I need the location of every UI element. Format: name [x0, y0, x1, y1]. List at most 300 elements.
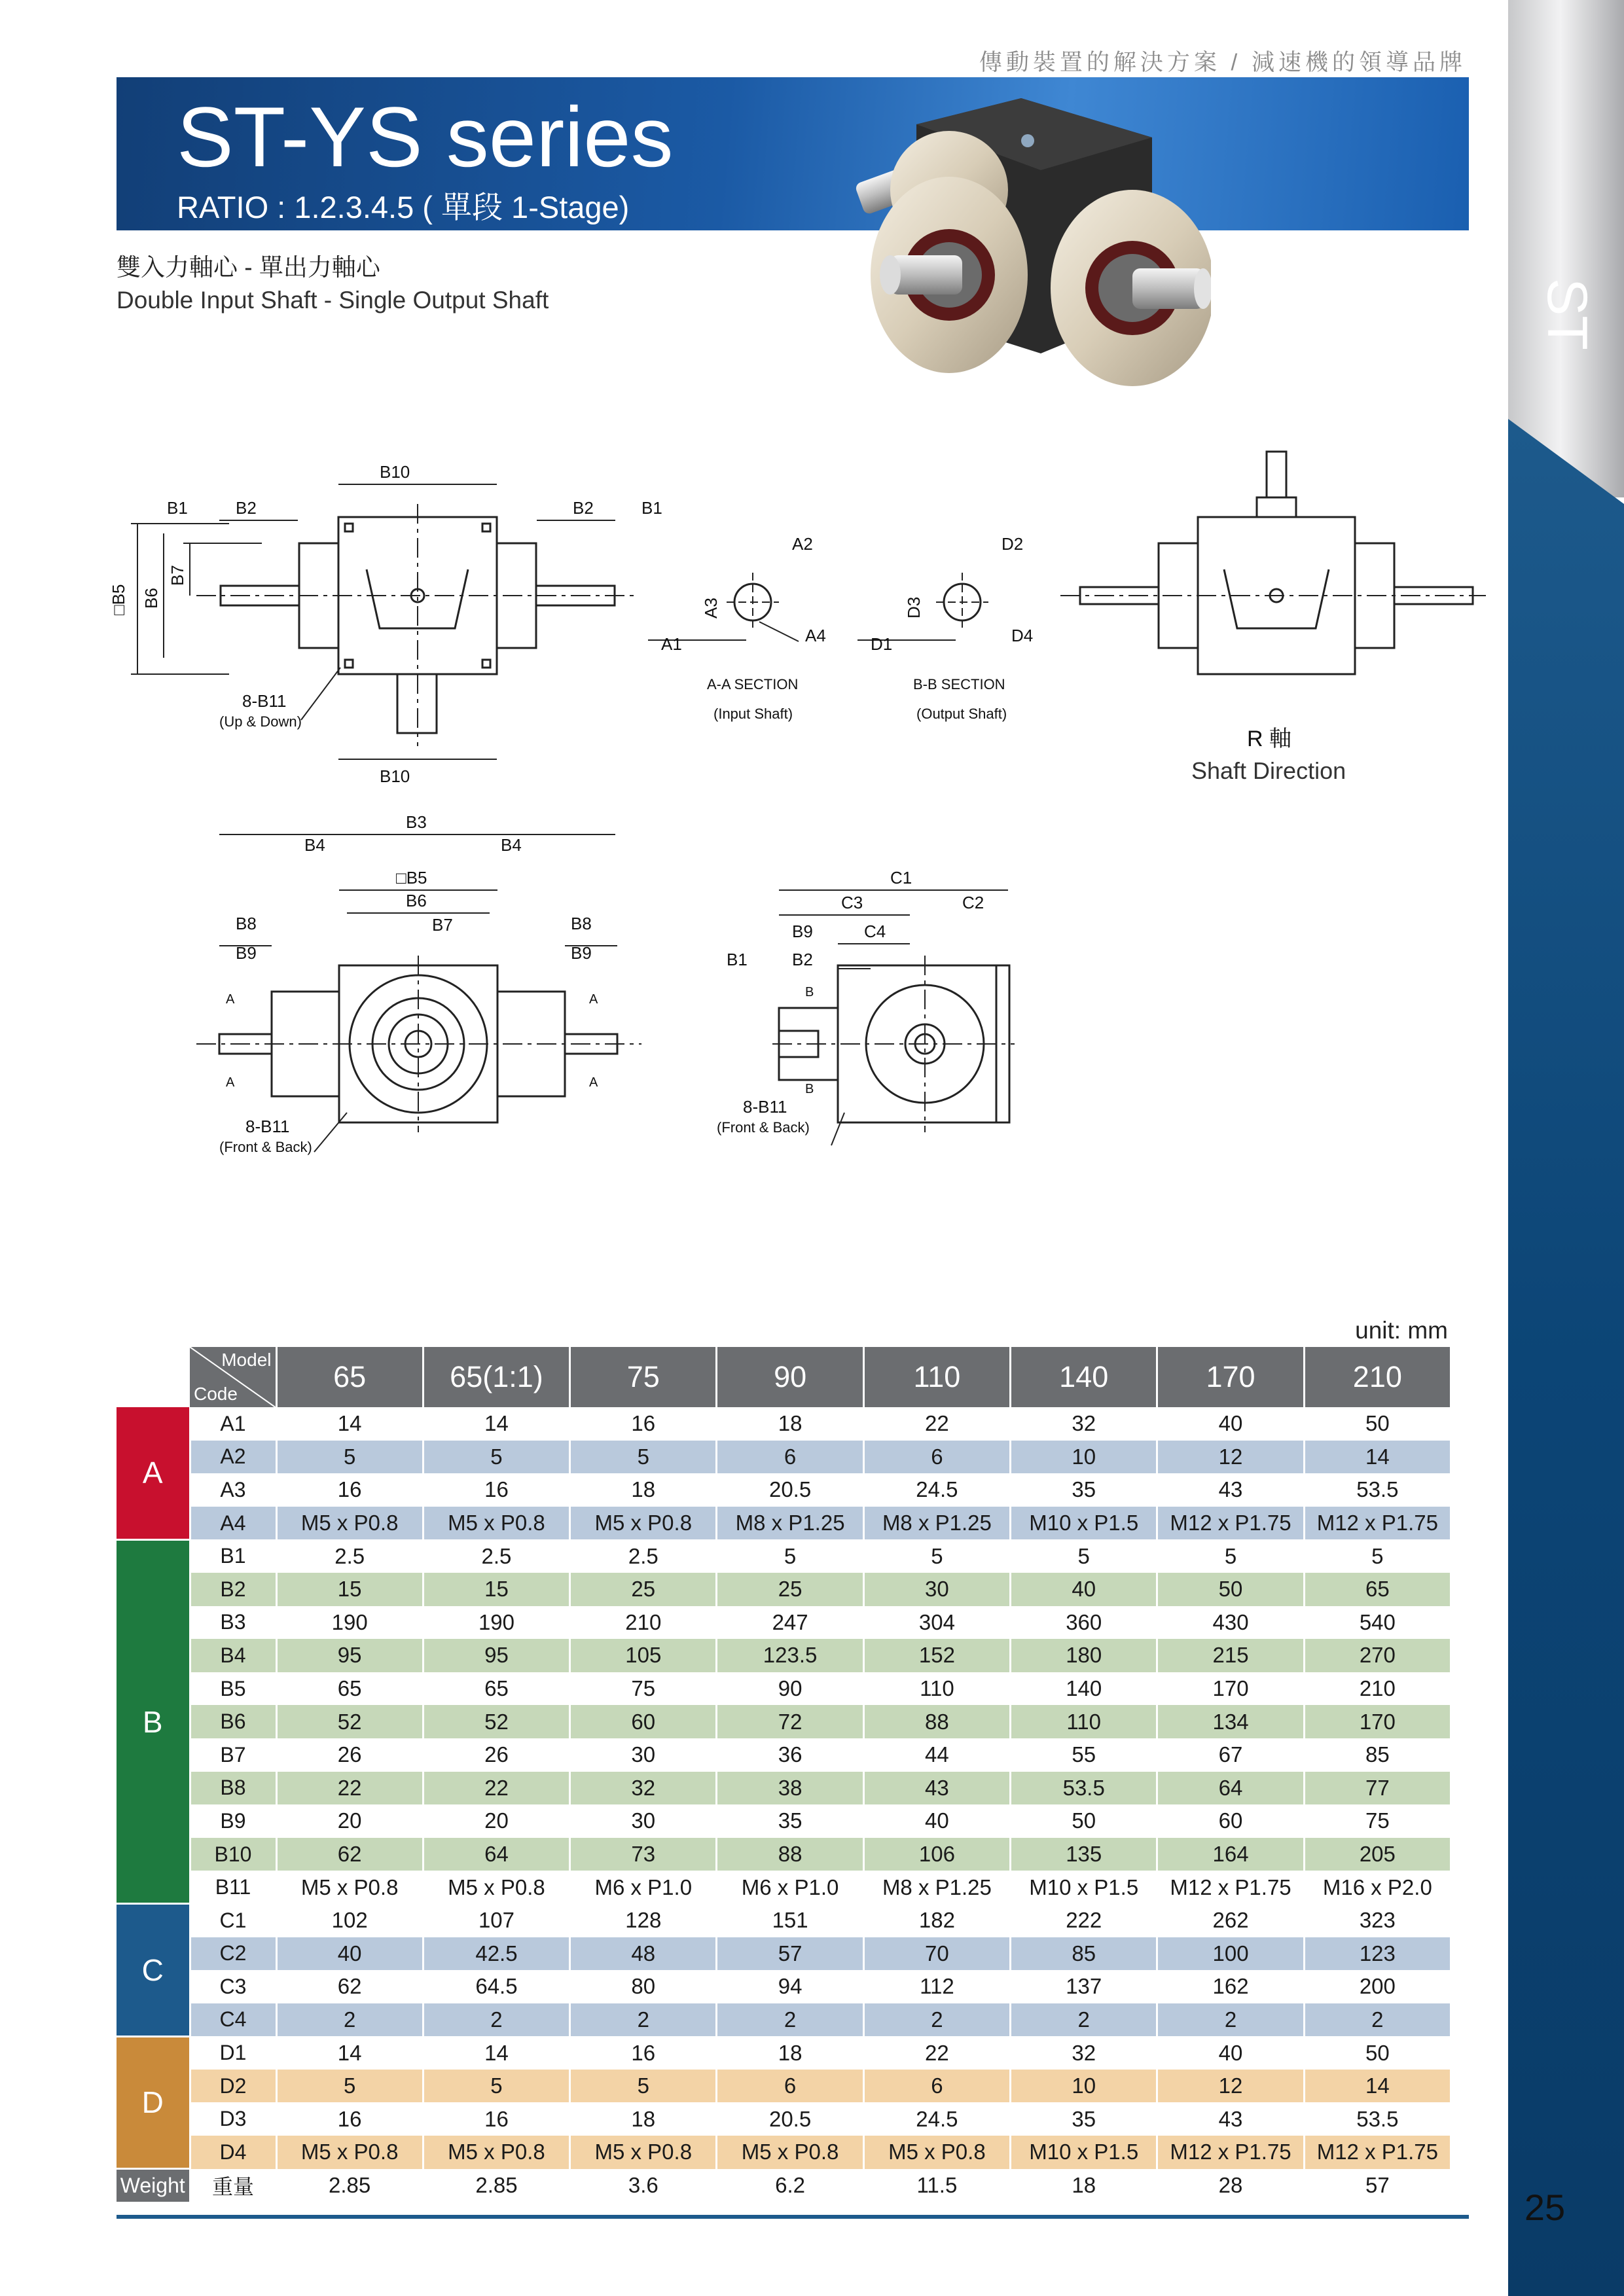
table-cell: 5 [276, 2070, 423, 2103]
dim-a1: A1 [661, 634, 682, 654]
subtitle-en: Double Input Shaft - Single Output Shaft [117, 287, 549, 314]
title-banner [117, 77, 1469, 230]
model-header: 110 [863, 1347, 1010, 1407]
table-cell: 182 [863, 1904, 1010, 1937]
code-cell: A2 [190, 1441, 276, 1474]
table-row [117, 1937, 1451, 1971]
table-cell: 80 [570, 1970, 717, 2003]
table-cell: 128 [570, 1904, 717, 1937]
table-cell: 22 [863, 1407, 1010, 1441]
code-cell: C2 [190, 1937, 276, 1971]
table-cell: 35 [1011, 1473, 1157, 1507]
table-cell: 2.5 [570, 1539, 717, 1573]
table-cell: 14 [423, 1407, 569, 1441]
section-mark-a-4: A [589, 1075, 598, 1090]
table-cell: 75 [570, 1672, 717, 1706]
dim-b1-side: B1 [727, 950, 748, 969]
table-cell: 2 [1304, 2003, 1451, 2037]
weight-cell: 28 [1157, 2169, 1304, 2202]
table-cell: 134 [1157, 1705, 1304, 1738]
table-cell: 5 [423, 2070, 569, 2103]
table-cell: 205 [1304, 1838, 1451, 1871]
table-row [117, 1606, 1451, 1640]
table-cell: 60 [570, 1705, 717, 1738]
table-cell: 40 [1011, 1573, 1157, 1606]
table-row [117, 1871, 1451, 1904]
table-cell: 65 [423, 1672, 569, 1706]
table-cell: 53.5 [1011, 1772, 1157, 1805]
dim-b6: B6 [141, 588, 161, 609]
code-cell: A1 [190, 1407, 276, 1441]
table-cell: 215 [1157, 1639, 1304, 1672]
table-row [117, 2036, 1451, 2070]
table-cell: 50 [1304, 2036, 1451, 2070]
model-header: 210 [1304, 1347, 1451, 1407]
table-cell: M8 x P1.25 [863, 1507, 1010, 1540]
table-cell: 5 [1011, 1539, 1157, 1573]
tagline: 傳動裝置的解決方案 / 減速機的領導品牌 [979, 50, 1466, 75]
table-cell: 16 [570, 1407, 717, 1441]
table-cell: 65 [276, 1672, 423, 1706]
table-cell: 67 [1157, 1738, 1304, 1772]
table-cell: 32 [1011, 2036, 1157, 2070]
gearbox-product-image [844, 79, 1211, 419]
table-cell: 64 [423, 1838, 569, 1871]
group-label: D [117, 2036, 190, 2168]
table-cell: 55 [1011, 1738, 1157, 1772]
table-row [117, 1441, 1451, 1474]
weight-cell: 2.85 [276, 2169, 423, 2202]
table-cell: 5 [423, 1441, 569, 1474]
weight-cell: 3.6 [570, 2169, 717, 2202]
table-cell: 20 [276, 1804, 423, 1838]
section-mark-a-2: A [226, 1075, 235, 1090]
table-cell: 5 [1304, 1539, 1451, 1573]
table-cell: M5 x P0.8 [423, 2136, 569, 2169]
dim-b10-bottom: B10 [380, 766, 410, 786]
table-cell: 14 [423, 2036, 569, 2070]
table-cell: 14 [276, 1407, 423, 1441]
table-cell: 30 [863, 1573, 1010, 1606]
table-cell: 2 [863, 2003, 1010, 2037]
dim-b9-right: B9 [571, 943, 592, 963]
table-cell: 162 [1157, 1970, 1304, 2003]
table-cell: 18 [570, 2102, 717, 2136]
section-mark-b-2: B [805, 1082, 814, 1096]
table-cell: 18 [717, 2036, 863, 2070]
table-cell: 100 [1157, 1937, 1304, 1971]
table-cell: 38 [717, 1772, 863, 1805]
table-row [117, 1539, 1451, 1573]
table-cell: 112 [863, 1970, 1010, 2003]
table-cell: 26 [423, 1738, 569, 1772]
table-cell: 62 [276, 1970, 423, 2003]
code-cell: D1 [190, 2036, 276, 2070]
table-cell: M16 x P2.0 [1304, 1871, 1451, 1904]
table-cell: 135 [1011, 1838, 1157, 1871]
table-cell: 2 [276, 2003, 423, 2037]
table-cell: M12 x P1.75 [1157, 1871, 1304, 1904]
code-cell: B8 [190, 1772, 276, 1805]
table-cell: M5 x P0.8 [276, 2136, 423, 2169]
dim-b9-side: B9 [792, 922, 813, 941]
shaft-direction-drawing [1060, 452, 1486, 674]
table-cell: 106 [863, 1838, 1010, 1871]
table-cell: M12 x P1.75 [1304, 1507, 1451, 1540]
table-cell: 22 [423, 1772, 569, 1805]
table-cell: 222 [1011, 1904, 1157, 1937]
code-cell: B11 [190, 1871, 276, 1904]
table-cell: 360 [1011, 1606, 1157, 1640]
table-cell: 137 [1011, 1970, 1157, 2003]
section-mark-a-1: A [226, 992, 235, 1007]
dim-b6-front: B6 [406, 891, 427, 910]
table-cell: M5 x P0.8 [570, 2136, 717, 2169]
code-cell: C4 [190, 2003, 276, 2037]
table-cell: 64.5 [423, 1970, 569, 2003]
table-cell: 6 [863, 1441, 1010, 1474]
weight-cell: 6.2 [717, 2169, 863, 2202]
table-row [117, 1838, 1451, 1871]
page-number: 25 [1524, 2187, 1566, 2228]
table-cell: M5 x P0.8 [276, 1871, 423, 1904]
section-a-labels [661, 534, 826, 722]
table-cell: 10 [1011, 2070, 1157, 2103]
table-cell: 40 [276, 1937, 423, 1971]
table-cell: M5 x P0.8 [276, 1507, 423, 1540]
table-cell: 180 [1011, 1639, 1157, 1672]
table-cell: M12 x P1.75 [1304, 2136, 1451, 2169]
table-cell: 88 [717, 1838, 863, 1871]
dim-b2-left: B2 [236, 498, 257, 518]
table-cell: 60 [1157, 1804, 1304, 1838]
table-cell: 35 [717, 1804, 863, 1838]
page-title: ST-YS series [177, 89, 674, 185]
shaft-direction-cn: R 軸 [1247, 726, 1291, 751]
subtitle-cn: 雙入力軸心 - 單出力軸心 [117, 254, 380, 281]
code-cell: D4 [190, 2136, 276, 2169]
table-cell: 95 [423, 1639, 569, 1672]
table-cell: 20 [423, 1804, 569, 1838]
table-cell: 75 [1304, 1804, 1451, 1838]
table-cell: 170 [1157, 1672, 1304, 1706]
shaft-direction-en: Shaft Direction [1191, 757, 1346, 784]
table-cell: 18 [717, 1407, 863, 1441]
section-mark-b-1: B [805, 985, 814, 999]
dim-a4: A4 [805, 626, 826, 645]
dim-b2-side: B2 [792, 950, 813, 969]
weight-cell: 2.85 [423, 2169, 569, 2202]
code-cell: B2 [190, 1573, 276, 1606]
table-cell: 210 [1304, 1672, 1451, 1706]
spec-table-wrapper [117, 1347, 1452, 2202]
side-tab-blue [1508, 419, 1624, 2296]
side-tab-label: ST [1536, 278, 1599, 350]
table-cell: 152 [863, 1639, 1010, 1672]
table-cell: 110 [863, 1672, 1010, 1706]
table-cell: 6 [863, 2070, 1010, 2103]
table-cell: 5 [570, 2070, 717, 2103]
dim-b5: □B5 [109, 584, 128, 615]
table-cell: 73 [570, 1838, 717, 1871]
corner-code-label: Code [194, 1384, 238, 1404]
dim-d1: D1 [871, 634, 893, 654]
label-b11-side-note: (Front & Back) [717, 1119, 810, 1136]
weight-cell: 18 [1011, 2169, 1157, 2202]
model-header: 65(1:1) [423, 1347, 569, 1407]
table-cell: 200 [1304, 1970, 1451, 2003]
table-cell: 25 [570, 1573, 717, 1606]
table-cell: 30 [570, 1738, 717, 1772]
code-cell: B9 [190, 1804, 276, 1838]
dim-c2: C2 [962, 893, 984, 912]
table-cell: 36 [717, 1738, 863, 1772]
table-cell: 53.5 [1304, 2102, 1451, 2136]
table-cell: 2 [423, 2003, 569, 2037]
table-cell: 5 [570, 1441, 717, 1474]
table-cell: 24.5 [863, 2102, 1010, 2136]
table-cell: M5 x P0.8 [570, 1507, 717, 1540]
table-cell: M10 x P1.5 [1011, 1507, 1157, 1540]
code-cell: C1 [190, 1904, 276, 1937]
section-b-title: B-B SECTION [913, 676, 1005, 692]
dim-b10-top: B10 [380, 462, 410, 482]
table-cell: 140 [1011, 1672, 1157, 1706]
label-b11-front: 8-B11 [245, 1117, 290, 1136]
dim-b4-left: B4 [304, 835, 325, 855]
table-cell: 323 [1304, 1904, 1451, 1937]
table-row [117, 1738, 1451, 1772]
dim-c3: C3 [841, 893, 863, 912]
table-cell: 94 [717, 1970, 863, 2003]
technical-drawings [98, 432, 1492, 1191]
dim-b1-left: B1 [167, 498, 188, 518]
weight-row [117, 2169, 1451, 2202]
table-cell: 270 [1304, 1639, 1451, 1672]
table-cell: 57 [717, 1937, 863, 1971]
dim-b8-right: B8 [571, 914, 592, 933]
table-row [117, 1507, 1451, 1540]
table-cell: 64 [1157, 1772, 1304, 1805]
table-cell: 65 [1304, 1573, 1451, 1606]
table-cell: 70 [863, 1937, 1010, 1971]
table-cell: 32 [1011, 1407, 1157, 1441]
table-cell: M5 x P0.8 [423, 1507, 569, 1540]
table-row [117, 1772, 1451, 1805]
table-cell: 35 [1011, 2102, 1157, 2136]
dim-d3: D3 [904, 596, 924, 619]
table-cell: 53.5 [1304, 1473, 1451, 1507]
table-cell: 25 [717, 1573, 863, 1606]
table-cell: 12 [1157, 2070, 1304, 2103]
table-row [117, 1672, 1451, 1706]
table-cell: 22 [863, 2036, 1010, 2070]
table-row [117, 1473, 1451, 1507]
dim-b8-left: B8 [236, 914, 257, 933]
code-cell: D3 [190, 2102, 276, 2136]
code-cell: B1 [190, 1539, 276, 1573]
table-cell: M8 x P1.25 [863, 1871, 1010, 1904]
group-label: A [117, 1407, 190, 1539]
table-cell: 20.5 [717, 2102, 863, 2136]
table-cell: 32 [570, 1772, 717, 1805]
table-cell: 123 [1304, 1937, 1451, 1971]
code-cell: B6 [190, 1705, 276, 1738]
table-cell: 26 [276, 1738, 423, 1772]
table-cell: 170 [1304, 1705, 1451, 1738]
table-cell: 102 [276, 1904, 423, 1937]
table-cell: 72 [717, 1705, 863, 1738]
weight-label: Weight [117, 2169, 190, 2202]
label-b11-side: 8-B11 [743, 1097, 787, 1117]
table-cell: 5 [1157, 1539, 1304, 1573]
table-cell: 50 [1304, 1407, 1451, 1441]
table-cell: 77 [1304, 1772, 1451, 1805]
table-cell: 10 [1011, 1441, 1157, 1474]
header-spacer [117, 1347, 190, 1407]
table-cell: 24.5 [863, 1473, 1010, 1507]
table-cell: M12 x P1.75 [1157, 2136, 1304, 2169]
ratio-text: RATIO : 1.2.3.4.5 ( 單段 1-Stage) [177, 190, 630, 224]
weight-cell: 57 [1304, 2169, 1451, 2202]
section-mark-a-3: A [589, 992, 598, 1007]
code-cell: B5 [190, 1672, 276, 1706]
table-cell: 190 [423, 1606, 569, 1640]
dim-b1-right: B1 [641, 498, 662, 518]
dim-a2: A2 [792, 534, 813, 554]
dim-b7-front: B7 [432, 915, 453, 935]
table-cell: 88 [863, 1705, 1010, 1738]
table-cell: 2 [1157, 2003, 1304, 2037]
table-cell: 44 [863, 1738, 1010, 1772]
table-row [117, 2136, 1451, 2169]
table-cell: 15 [423, 1573, 569, 1606]
dim-d2: D2 [1001, 534, 1024, 554]
dim-b3: B3 [406, 812, 427, 832]
dim-a3: A3 [701, 598, 721, 619]
code-cell: C3 [190, 1970, 276, 2003]
table-cell: 40 [1157, 1407, 1304, 1441]
dim-b4-right: B4 [501, 835, 522, 855]
table-cell: M5 x P0.8 [423, 1871, 569, 1904]
code-cell: B7 [190, 1738, 276, 1772]
model-header: 75 [570, 1347, 717, 1407]
header-corner [190, 1347, 276, 1407]
table-cell: 52 [423, 1705, 569, 1738]
table-cell: M5 x P0.8 [863, 2136, 1010, 2169]
table-cell: 5 [717, 1539, 863, 1573]
table-cell: 50 [1157, 1573, 1304, 1606]
table-cell: 247 [717, 1606, 863, 1640]
bottom-rule [117, 2215, 1469, 2219]
table-header-row [117, 1347, 1451, 1407]
table-cell: 210 [570, 1606, 717, 1640]
table-cell: 2.5 [423, 1539, 569, 1573]
table-cell: 164 [1157, 1838, 1304, 1871]
table-cell: M5 x P0.8 [717, 2136, 863, 2169]
table-row [117, 1904, 1451, 1937]
spec-table-body [117, 1407, 1451, 2202]
table-row [117, 1407, 1451, 1441]
table-cell: 22 [276, 1772, 423, 1805]
table-cell: M6 x P1.0 [570, 1871, 717, 1904]
table-cell: 105 [570, 1639, 717, 1672]
table-cell: 123.5 [717, 1639, 863, 1672]
table-cell: 107 [423, 1904, 569, 1937]
table-cell: 2 [717, 2003, 863, 2037]
label-b11-front-note: (Front & Back) [219, 1139, 312, 1155]
table-cell: 14 [1304, 2070, 1451, 2103]
table-cell: M10 x P1.5 [1011, 1871, 1157, 1904]
table-cell: 85 [1011, 1937, 1157, 1971]
table-cell: 15 [276, 1573, 423, 1606]
table-cell: 16 [570, 2036, 717, 2070]
table-cell: 95 [276, 1639, 423, 1672]
table-cell: 6 [717, 1441, 863, 1474]
table-cell: 16 [276, 1473, 423, 1507]
table-row [117, 1573, 1451, 1606]
label-b11-top-note: (Up & Down) [219, 713, 302, 730]
weight-cell: 11.5 [863, 2169, 1010, 2202]
label-b11-top: 8-B11 [242, 691, 287, 711]
group-label: C [117, 1904, 190, 2036]
table-cell: 5 [863, 1539, 1010, 1573]
table-cell: 304 [863, 1606, 1010, 1640]
top-view-labels [109, 462, 662, 786]
model-header: 140 [1011, 1347, 1157, 1407]
model-header: 170 [1157, 1347, 1304, 1407]
table-row [117, 1804, 1451, 1838]
table-cell: 43 [1157, 2102, 1304, 2136]
table-cell: 262 [1157, 1904, 1304, 1937]
section-a-note: (Input Shaft) [713, 706, 793, 722]
code-cell: D2 [190, 2070, 276, 2103]
table-cell: 6 [717, 2070, 863, 2103]
table-cell: 151 [717, 1904, 863, 1937]
table-cell: 42.5 [423, 1937, 569, 1971]
section-a-title: A-A SECTION [707, 676, 799, 692]
table-cell: 90 [717, 1672, 863, 1706]
table-cell: 14 [276, 2036, 423, 2070]
dim-d4: D4 [1011, 626, 1034, 645]
spec-table [117, 1347, 1452, 2202]
code-cell: B10 [190, 1838, 276, 1871]
table-row [117, 1639, 1451, 1672]
table-cell: M10 x P1.5 [1011, 2136, 1157, 2169]
table-cell: 30 [570, 1804, 717, 1838]
table-cell: 12 [1157, 1441, 1304, 1474]
side-view-labels [717, 868, 984, 1136]
table-row [117, 1705, 1451, 1738]
side-tab-grey [1508, 0, 1624, 497]
section-b-note: (Output Shaft) [916, 706, 1007, 722]
table-cell: M8 x P1.25 [717, 1507, 863, 1540]
dim-b5-front: □B5 [396, 868, 427, 888]
table-cell: 18 [570, 1473, 717, 1507]
dim-b9-left: B9 [236, 943, 257, 963]
table-row [117, 2102, 1451, 2136]
table-cell: 62 [276, 1838, 423, 1871]
model-header: 90 [717, 1347, 863, 1407]
table-cell: 16 [423, 1473, 569, 1507]
table-cell: 52 [276, 1705, 423, 1738]
dim-c1: C1 [890, 868, 912, 888]
table-cell: 2 [570, 2003, 717, 2037]
table-cell: 540 [1304, 1606, 1451, 1640]
table-cell: 48 [570, 1937, 717, 1971]
table-row [117, 2003, 1451, 2037]
code-cell: B3 [190, 1606, 276, 1640]
